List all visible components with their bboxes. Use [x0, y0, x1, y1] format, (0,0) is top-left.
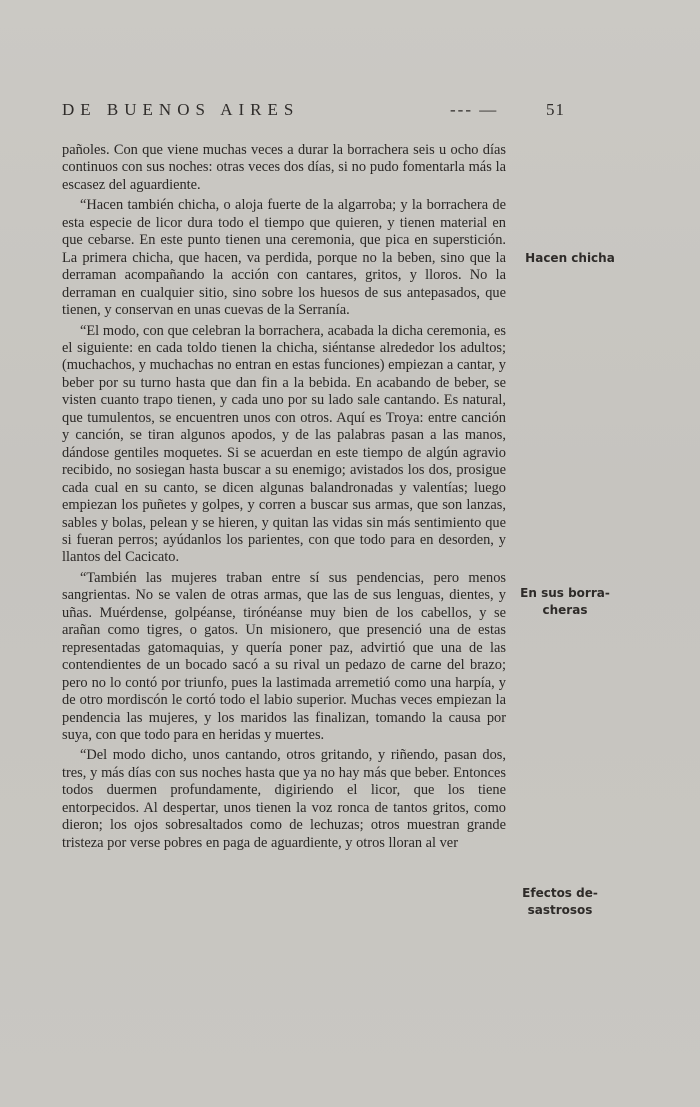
paragraph-3: “El modo, con que celebran la borrachera, acabada la dicha ceremonia, es el siguiente: en cada toldo tienen la chicha, siéntanse alrededor los adultos; (muchachos, y muchachas no entran en estas funciones) empiezan a cantar, y beber por su turno hasta que dan fin a la bebida. En acabando de beber, se visten cuanto trapo tienen, y cada uno por su lado sale cantando. Es natural, que tumulentos, se encuentren unos con otros. Aquí es Troya: entre canción y canción, se tiran algunos apodos, y de las palabras pasan a las manos, dándose gentiles moquetes. Si se acuerdan en este tiempo de algún agravio recibido, no sosiegan hasta buscar a su enemigo; avistados los dos, prosigue cada cual en su canto, se dicen algunas balandronadas y valentías; luego empiezan los puñetes y golpes, y corren a buscar sus armas, que son lanzas, sables y bolas, pelean y se hieren, y quitan las vidas sin más sentimiento que si fueran perros; ayúdanlos los parientes, con que todo para en desorden, y llantos del Cacicato. — [62, 322, 506, 566]
paragraph-2: “Hacen también chicha, o aloja fuerte de la algarroba; y la borrachera de esta especie de licor dura todo el tiempo que quieren, y tienen material en que cebarse. En este punto tienen una ceremonia, que pica en superstición. La primera chicha, que hacen, va perdida, porque no la beben, sino que la derraman acompañando la acción con cantares, gritos, y lloros. No la derraman en cualquier sitio, sino sobre los huesos de sus antepasados, que tienen, y conservan en unas cuevas de la Serranía. — [62, 197, 506, 319]
running-head-dashes: --- — — [450, 100, 499, 119]
page-number: 51 — [546, 100, 565, 119]
paragraph-5: “Del modo dicho, unos cantando, otros gritando, y riñendo, pasan dos, tres, y más días con sus noches hasta que ya no hay más que beber. Entonces todos duermen profundamente, digiriendo el licor, que los tiene entorpecidos. Al despertar, unos tienen la voz ronca de tantos gritos, como dieron; los ojos sobresaltados como de lechuzas; otros muestran grande tristeza por verse pobres en paga de aguardiente, y otros lloran al ver — [62, 747, 506, 851]
running-head-title: DE BUENOS AIRES — [62, 100, 300, 119]
paragraph-4: “También las mujeres traban entre sí sus pendencias, pero menos sangrientas. No se valen de otras armas, que las de sus lenguas, dientes, y uñas. Muérdense, golpéanse, tirónéanse muy bien de los cabellos, y se arañan como tigres, o gatos. Un misionero, que presenció una de estas representadas gatomaquias, y quería poner paz, advirtió que una de las contendientes de un bocado sacó a su rival un pedazo de carne del brazo; pero no lo contó por triunfo, pues la lastimada arremetió como una harpía, y de otro mordiscón le cortó todo el labio superior. Muchas veces empiezan la pendencia las mujeres, y los maridos las finalizan, tomando la causa por suya, con que todo para en heridas y muertes. — [62, 569, 506, 743]
margin-note-hacen-chicha: Hacen chicha — [525, 251, 615, 265]
body-text — [62, 142, 506, 855]
running-head — [62, 100, 565, 126]
margin-note-borracheras: En sus borra- cheras — [520, 586, 610, 617]
paragraph-1: pañoles. Con que viene muchas veces a durar la borrachera seis u ocho días continuos con sus noches: otras veces dos días, si no pudo fomentarla más la escasez del aguardiente. — [62, 142, 506, 193]
margin-note-efectos: Efectos de- sastrosos — [522, 886, 598, 917]
